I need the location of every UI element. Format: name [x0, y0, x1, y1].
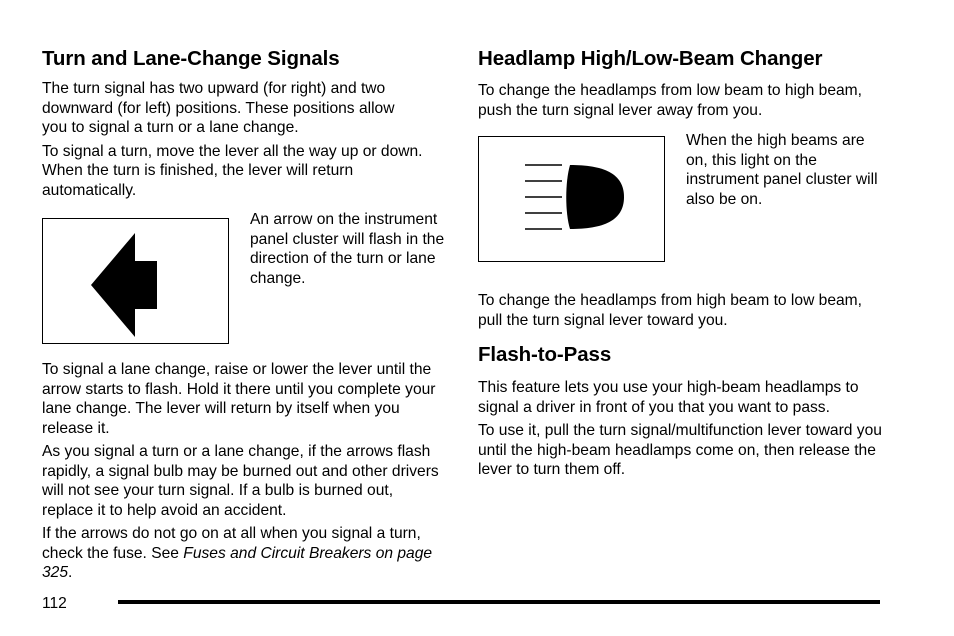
- right-column: [478, 46, 882, 480]
- turn-arrow-left-icon: [43, 219, 228, 343]
- paragraph-flash-to-pass-feature: This feature lets you use your high-beam headlamps to signal a driver in front of you that you want to pass.: [478, 379, 859, 416]
- high-beam-indicator-icon: [479, 137, 664, 261]
- fuse-text: If the arrows do not go on at all when you signal a turn, check the fuse. See: [42, 525, 421, 562]
- high-beam-figure-row: [478, 131, 882, 291]
- paragraph-check-fuse: [42, 524, 448, 583]
- paragraph-flash-to-pass-use: To use it, pull the turn signal/multifunction lever toward you until the high-beam headlamps come on, then release the lever to turn them off.: [478, 422, 882, 478]
- paragraph-low-to-high: To change the headlamps from low beam to high beam, push the turn signal lever away from you.: [478, 82, 863, 119]
- turn-arrow-figure-row: [42, 210, 448, 360]
- high-beam-caption: When the high beams are on, this light on the instrument panel cluster will also be on.: [686, 132, 878, 208]
- fuse-text-end: .: [68, 564, 73, 581]
- footer-rule: [118, 600, 880, 604]
- paragraph-lane-change: To signal a lane change, raise or lower the lever until the arrow starts to flash. Hold it there until you complete your lane change. The lever will return by itself when you release it.: [42, 361, 436, 437]
- fuse-reference: Fuses and Circuit Breakers on page 325: [42, 544, 433, 581]
- turn-arrow-caption: An arrow on the instrument panel cluster will flash in the direction of the turn or lane change.: [250, 211, 445, 287]
- turn-arrow-figure: [42, 218, 229, 344]
- left-column: [42, 46, 448, 583]
- paragraph-high-to-low: To change the headlamps from high beam to low beam, pull the turn signal lever toward you.: [478, 292, 863, 329]
- paragraph-turn-signal-positions: The turn signal has two upward (for right) and two downward (for left) positions. These positions allow you to signal a turn or a lane change.: [42, 80, 395, 136]
- section-heading-turn-signals: Turn and Lane-Change Signals: [42, 47, 340, 70]
- page-number: 112: [42, 595, 67, 612]
- section-heading-flash-to-pass: Flash-to-Pass: [478, 343, 612, 366]
- paragraph-bulb-burned-out: As you signal a turn or a lane change, if the arrows flash rapidly, a signal bulb may be burned out and other drivers will not see your turn signal. If a bulb is burned out, replace it to help avoid an accident.: [42, 443, 439, 519]
- paragraph-signal-turn: To signal a turn, move the lever all the way up or down. When the turn is finished, the lever will return automatically.: [42, 142, 423, 199]
- section-heading-headlamp-changer: Headlamp High/Low-Beam Changer: [478, 47, 823, 70]
- high-beam-figure: [478, 136, 665, 262]
